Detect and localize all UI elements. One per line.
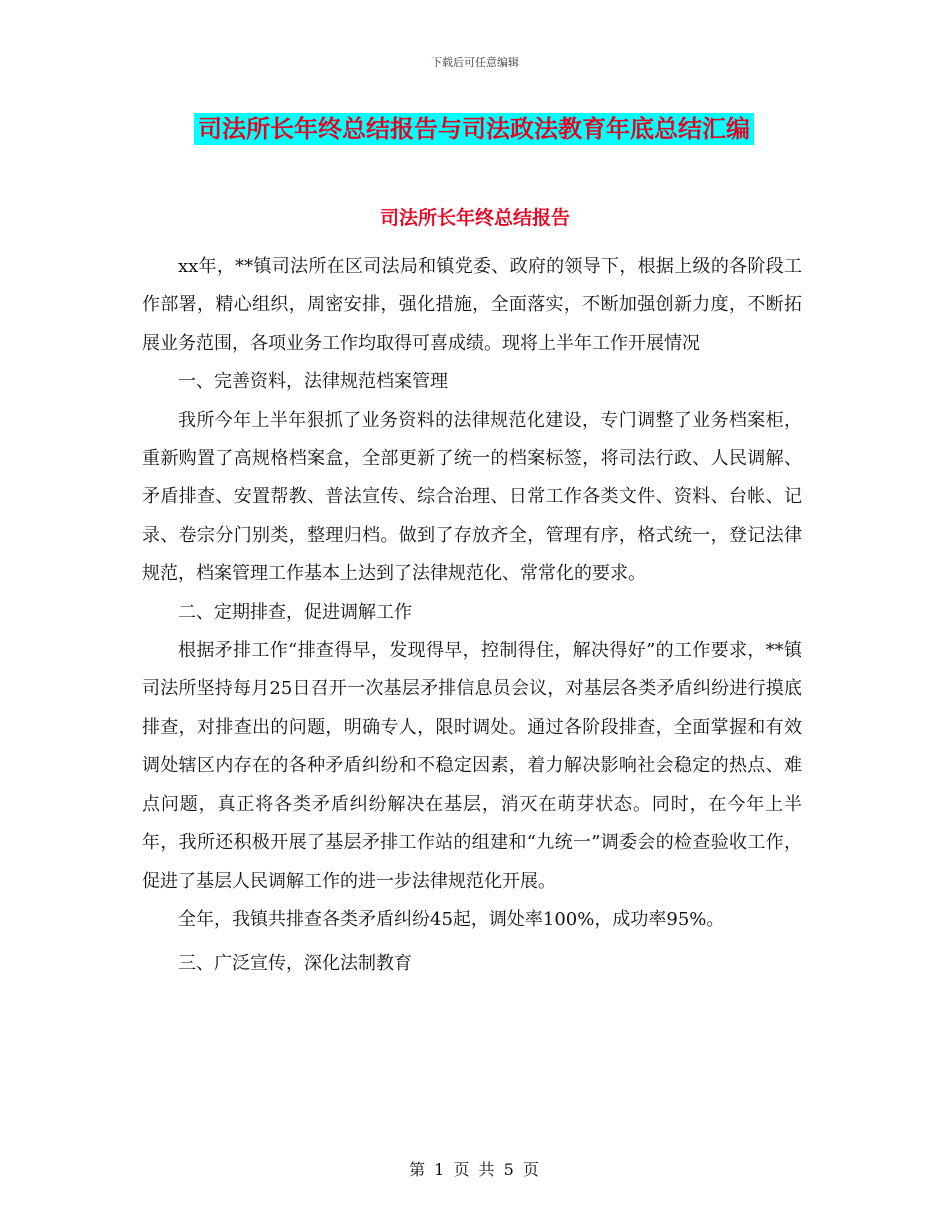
paragraph-mediation: 根据矛排工作“排查得早，发现得早，控制得住，解决得好”的工作要求，**镇司法所坚持每月25日召开一次基层矛排信息员会议，对基层各类矛盾纠纷进行摸底排查，对排查出的问题，明确专人，限时调处。通过各阶段排查，全面掌握和有效调处辖区内存在的各种矛盾纠纷和不稳定因素，着力解决影响社会稳定的热点、难点问题，真正将各类矛盾纠纷解决在基层，消灭在萌芽状态。同时，在今年上半年，我所还积极开展了基层矛排工作站的组建和“九统一”调委会的检查验收工作，促进了基层人民调解工作的进一步法律规范化开展。 [142, 640, 802, 892]
heading-mediation: 二、定期排查，促进调解工作 [178, 601, 412, 623]
paragraph-statistics: 全年，我镇共排查各类矛盾纠纷45起，调处率100%，成功率95%。 [178, 908, 725, 930]
paragraph-intro: xx年，**镇司法所在区司法局和镇党委、政府的领导下，根据上级的各阶段工作部署，精心组织，周密安排，强化措施，全面落实，不断加强创新力度，不断拓展业务范围，各项业务工作均取得可喜成绩。现将上半年工作开展情况 [142, 256, 802, 354]
header-note: 下载后可任意编辑 [431, 56, 519, 69]
heading-legal-education: 三、广泛宣传，深化法制教育 [178, 953, 412, 975]
heading-archive-management: 一、完善资料，法律规范档案管理 [178, 371, 448, 393]
paragraph-archive-management: 我所今年上半年狠抓了业务资料的法律规范化建设，专门调整了业务档案柜，重新购置了高规格档案盒，全部更新了统一的档案标签，将司法行政、人民调解、矛盾排查、安置帮教、普法宣传、综合治理、日常工作各类文件、资料、台帐、记录、卷宗分门别类，整理归档。做到了存放齐全，管理有序，格式统一，登记法律规范，档案管理工作基本上达到了法律规范化、常常化的要求。 [142, 409, 802, 585]
page-footer: 第 1 页 共 5 页 [409, 1160, 541, 1179]
document-body [142, 248, 802, 984]
document-title: 司法所长年终总结报告与司法政法教育年底总结汇编 [194, 113, 754, 145]
section-title: 司法所长年终总结报告 [379, 207, 570, 229]
